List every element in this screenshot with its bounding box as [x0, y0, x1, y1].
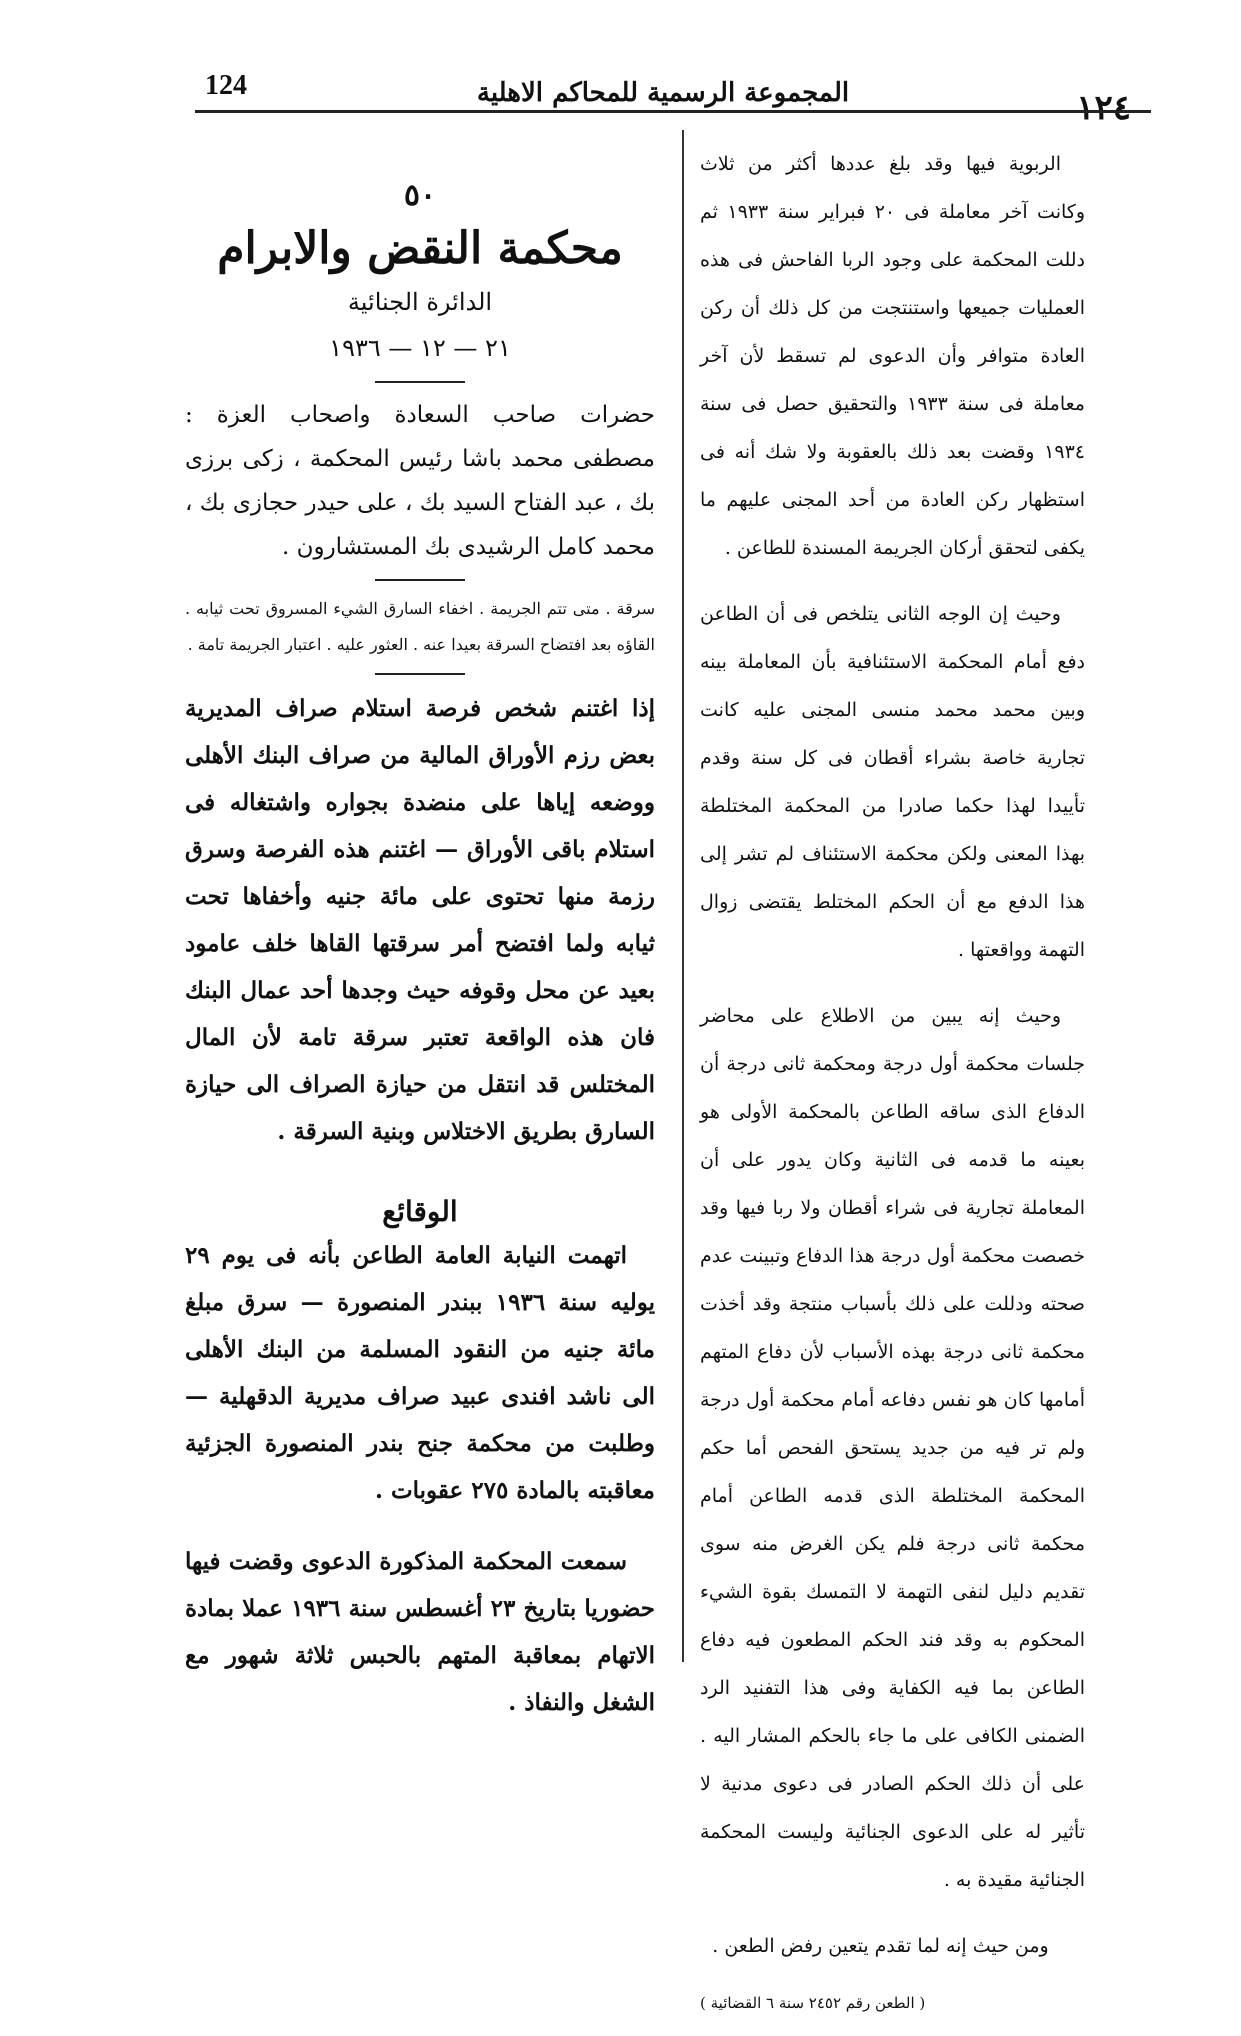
divider: [375, 579, 465, 581]
page-number-arabic: ١٢٤: [1076, 88, 1131, 128]
facts-heading: الوقائع: [382, 1195, 458, 1228]
headnote-keywords: سرقة . متى تتم الجريمة . اخفاء السارق الشيء المسروق تحت ثيابه . القاؤه بعد افتضاح السرقة بعيدا عنه . العثور عليه . اعتبار الجريمة تامة .: [185, 599, 655, 654]
section-number: ٥٠: [403, 178, 437, 213]
left-column: [185, 170, 655, 1726]
circuit-name: الدائرة الجنائية: [347, 288, 493, 316]
facts-paragraph: اتهمت النيابة العامة الطاعن بأنه فى يوم ٢٩ يوليه سنة ١٩٣٦ ببندر المنصورة — سرق مبلغ مائة جنيه من النقود المسلمة من البنك الأهلى الى ناشد افندى عبيد صراف مديرية الدقهلية — وطلبت من محكمة جنح بندر المنصورة الجزئية معاقبته بالمادة ٢٧٥ عقوبات .: [185, 1242, 655, 1504]
right-paragraph: وحيث إنه يبين من الاطلاع على محاضر جلسات محكمة أول درجة ومحكمة ثانى درجة أن الدفاع الذى ساقه الطاعن بالمحكمة الأولى هو بعينه ما قدمه فى الثانية وكان يدور على أن المعاملة تجارية فى شراء أقطان ولا ربا فيها وقد خصصت محكمة أول درجة هذا الدفاع وتبينت عدم صحته ودللت على ذلك بأسباب منتجة وقد أخذت محكمة ثانى درجة بهذه الأسباب لأن دفاع المتهم أمامها كان هو نفس دفاعه أمام محكمة أول درجة ولم تر فيه من جديد يستحق الفحص أما حكم المحكمة المختلطة الذى قدمه الطاعن أمام محكمة ثانى درجة فلم يكن الغرض منه سوى تقديم دليل لنفى التهمة لا التمسك بقوة الشيء المحكوم به وقد فند الحكم المطعون فيه دفاع الطاعن بما فيه الكفاية وفى هذا التفنيد الرد الضمنى الكافى على ما جاء بالحكم المشار اليه . على أن ذلك الحكم الصادر فى دعوى مدنية لا تأثير له على الدعوى الجنائية وليست المحكمة الجنائية مقيدة به .: [700, 1005, 1085, 1891]
header-rule: [195, 110, 1151, 113]
conclusion-text: ومن حيث إنه لما تقدم يتعين رفض الطعن .: [712, 1935, 1049, 1957]
right-paragraph: الربوية فيها وقد بلغ عددها أكثر من ثلاث وكانت آخر معاملة فى ٢٠ فبراير سنة ١٩٣٣ ثم دللت المحكمة على وجود الربا الفاحش فى هذه العمليات جميعها واستنتجت من كل ذلك أن ركن العادة متوافر وأن الدعوى لم تسقط لأن آخر معاملة فى سنة ١٩٣٣ والتحقيق حصل فى سنة ١٩٣٤ وقضت بعد ذلك بالعقوبة ولا شك أنه فى استظهار ركن العادة من أحد المجنى عليهم ما يكفى لتحقق أركان الجريمة المسندة للطاعن .: [700, 153, 1085, 559]
appeal-citation: ( الطعن رقم ٢٤٥٢ سنة ٦ القضائية ): [700, 1994, 926, 2012]
facts-paragraph: سمعت المحكمة المذكورة الدعوى وقضت فيها حضوريا بتاريخ ٢٣ أغسطس سنة ١٩٣٦ عملا بمادة الاتهام بمعاقبة المتهم بالحبس ثلاثة شهور مع الشغل والنفاذ .: [185, 1548, 655, 1716]
divider: [375, 673, 465, 675]
publication-title: المجموعة الرسمية للمحاكم الاهلية: [476, 78, 850, 108]
judgment-date: ٢١ — ١٢ — ١٩٣٦: [329, 334, 511, 362]
legal-holding: إذا اغتنم شخص فرصة استلام صراف المديرية بعض رزم الأوراق المالية من صراف البنك الأهلى ووضعه إياها على منضدة بجواره واشتغاله فى استلام باقى الأوراق — اغتنم هذه الفرصة وسرق رزمة منها تحتوى على مائة جنيه وأخفاها تحت ثيابه ولما افتضح أمر سرقتها القاها خلف عامود بعيد عن محل وقوفه حيث وجدها أحد عمال البنك فان هذه الواقعة تعتبر سرقة تامة لأن المال المختلس قد انتقل من حيازة الصراف الى حيازة السارق بطريق الاختلاس وبنية السرقة .: [185, 695, 655, 1145]
divider: [375, 381, 465, 383]
right-column: [700, 140, 1085, 2036]
bench-composition: حضرات صاحب السعادة واصحاب العزة : مصطفى محمد باشا رئيس المحكمة ، زكى برزى بك ، عبد الفتاح السيد بك ، على حيدر حجازى بك ، محمد كامل الرشيدى بك المستشارون .: [185, 402, 655, 560]
column-divider: [682, 130, 684, 1662]
court-name: محكمة النقض والابرام: [217, 223, 623, 274]
page-header: [195, 70, 1131, 128]
right-paragraph: وحيث إن الوجه الثانى يتلخص فى أن الطاعن دفع أمام المحكمة الاستئنافية بأن المعاملة بينه وبين محمد محمد منسى المجنى عليه كانت تجارية خاصة بشراء أقطان فى كل سنة وقدم تأييدا لهذا حكما صادرا من المحكمة المختلطة بهذا المعنى ولكن محكمة الاستئناف لم تشر إلى هذا الدفع مع أن الحكم المختلط يقتضى زوال التهمة وواقعتها .: [700, 603, 1085, 961]
page-number-latin: 124: [205, 70, 247, 101]
